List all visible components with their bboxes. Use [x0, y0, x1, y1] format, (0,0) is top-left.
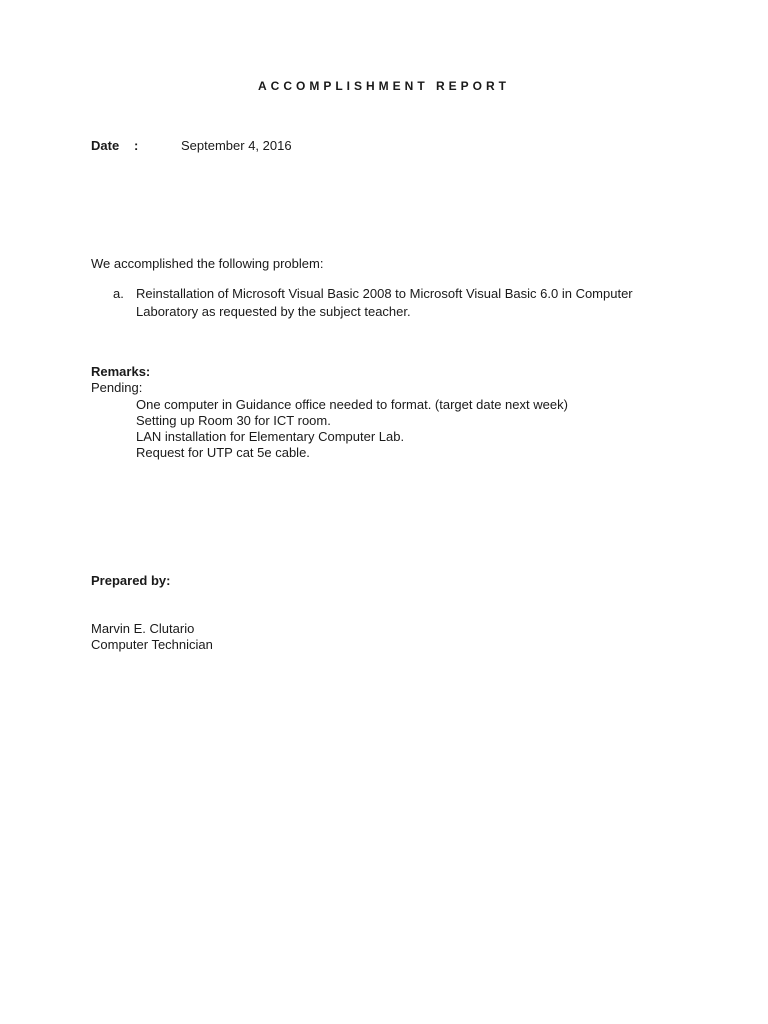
list-item [91, 285, 681, 321]
pending-label: Pending: [91, 380, 143, 395]
pending-item: LAN installation for Elementary Computer Lab. [136, 429, 405, 444]
prepared-by-heading: Prepared by: [91, 573, 171, 588]
signer-name: Marvin E. Clutario [91, 621, 195, 636]
pending-item: One computer in Guidance office needed to format. (target date next week) [136, 397, 568, 412]
remarks-heading: Remarks: [91, 364, 151, 379]
pending-item: Setting up Room 30 for ICT room. [136, 413, 331, 428]
document-title: ACCOMPLISHMENT REPORT [258, 79, 510, 93]
date-separator: : [134, 138, 139, 153]
signer-position: Computer Technician [91, 637, 213, 652]
list-item-text: Reinstallation of Microsoft Visual Basic 2008 to Microsoft Visual Basic 6.0 in Computer Laboratory as requested by the subject teacher. [136, 286, 633, 319]
pending-list [136, 397, 568, 461]
accomplishment-list [91, 285, 681, 321]
signer-block [91, 621, 213, 653]
intro-text: We accomplished the following problem: [91, 256, 324, 271]
date-value: September 4, 2016 [181, 138, 292, 153]
date-label: Date [91, 138, 120, 153]
list-marker: a. [113, 286, 124, 301]
pending-item: Request for UTP cat 5e cable. [136, 445, 310, 460]
